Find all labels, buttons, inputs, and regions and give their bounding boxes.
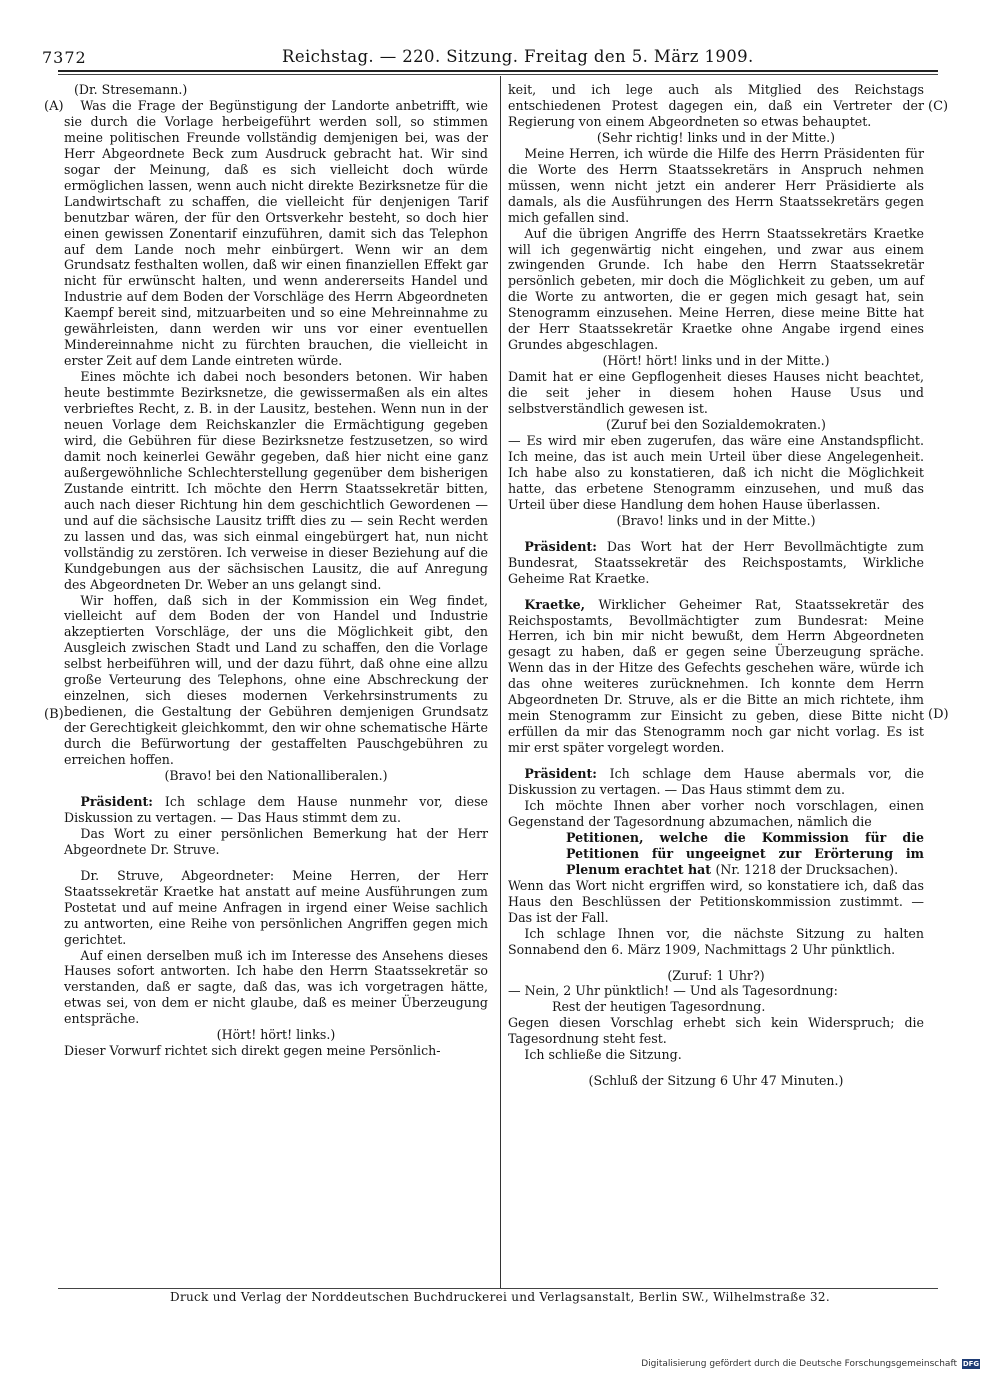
paragraph: [508, 766, 924, 798]
speaker-label: Präsident:: [524, 766, 597, 782]
imprint: Druck und Verlag der Norddeutschen Buchdruckerei und Verlagsanstalt, Berlin SW., Wilhelmstraße 32.: [170, 1290, 830, 1304]
left-column: [64, 82, 488, 1059]
running-head: Reichstag. — 220. Sitzung. Freitag den 5. März 1909.: [282, 47, 754, 66]
paragraph: Ich schließe die Sitzung.: [524, 1047, 682, 1063]
paragraph: [64, 868, 488, 948]
header-rule-thin: [58, 74, 938, 75]
paragraph: Das Wort zu einer persönlichen Bemerkung hat der Herr Abgeordnete Dr. Struve.: [64, 825, 488, 857]
paragraph: keit, und ich lege auch als Mitglied des Reichstags entschiedenen Protest dagegen ein, daß ein Vertreter der Regierung von einem Abgeordneten so etwas behauptet.: [508, 82, 924, 129]
paragraph: Damit hat er eine Gepflogenheit dieses Hauses nicht beachtet, die seit jeher in diesem hohen Hause Usus und selbstverständlich gewesen ist.: [508, 369, 924, 417]
reaction: (Hört! hört! links.): [216, 1027, 336, 1043]
paragraph: Auf einen derselben muß ich im Interesse des Ansehens dieses Hauses sofort antworten. Ich habe den Herrn Staatssekretär so verstanden, daß er sagte, daß das, was ich vorgetragen hätte, etwas sei, von dem er nicht glaube, daß es meiner Überzeugung entspräche.: [64, 947, 488, 1027]
right-column: [508, 82, 924, 1089]
paragraph: Wir hoffen, daß sich in der Kommission ein Weg findet, vielleicht auf dem Boden der von Handel und Industrie akzeptierten Vorschläge, der uns die Möglichkeit gibt, den Ausgleich zwischen Stadt und Land zu schaffen, den die Vorlage selbst herbeiführen will, und der dazu führt, daß ohne eine allzu große Verteurung des Telephons, ohne eine Abschreckung der einzelnen, sich dieses modernen Verkehrsinstruments zu bedienen, die Gestaltung der Gebühren demjenigen Grundsatz der Gerechtigkeit gleichkommt, den wir ohne schematische Härte durch die Befürwortung der gestaffelten Pauschgebühren zu erreichen hoffen.: [64, 592, 488, 768]
header-rule: [58, 70, 938, 72]
paragraph: [508, 597, 924, 757]
margin-mark-a: (A): [44, 99, 64, 114]
speaker-label: Kraetke,: [524, 596, 586, 612]
paragraph: Was die Frage der Begünstigung der Landorte anbetrifft, wie sie durch die Vorlage herbeigeführt werden soll, so stimmen meine politischen Freunde vollständig demjenigen bei, was der Herr Abgeordnete Beck zum Ausdruck gebracht hat. Wir sind sogar der Meinung, daß es sich vielleicht doch würde ermöglichen lassen, wenn auch nicht direkte Bezirksnetze für die Landwirtschaft zu schaffen, die vielleicht für denjenigen Tarif benutzbar wären, der für den Ortsverkehr besteht, so doch hier einen gewissen Zonentarif einzuführen, damit sich das Telephon auf dem Lande noch mehr einbürgert. Wenn wir an dem Grundsatz festhalten wollen, daß wir einen finanziellen Effekt gar nicht für erwünscht halten, und wenn andererseits Handel und Industrie auf dem Boden der Vorschläge des Herrn Abgeordneten Kaempf bereit sind, mitzuarbeiten und so eine Mehreinnahme zu gewährleisten, dann werden wir uns vor einer eventuellen Mindereinnahme nicht zu fürchten brauchen, die vielleicht in erster Zeit auf dem Lande eintreten würde.: [64, 97, 488, 369]
reaction: (Hört! hört! links und in der Mitte.): [602, 353, 830, 369]
paragraph: Meine Herren, ich würde die Hilfe des Herrn Präsidenten für die Worte des Herrn Staatssekretärs in Anspruch nehmen müssen, wenn nicht jetzt ein anderer Herr Präsidierte als damals, als die Ausführungen des Herrn Staatssekretärs gegen mich gefallen sind.: [508, 145, 924, 225]
digitalization-text: Digitalisierung gefördert durch die Deutsche Forschungsgemeinschaft: [641, 1359, 957, 1369]
dfg-logo-icon: DFG: [962, 1360, 980, 1368]
margin-mark-b: (B): [44, 707, 64, 722]
paragraph: [508, 539, 924, 587]
paragraph: — Nein, 2 Uhr pünktlich! — Und als Tagesordnung:: [508, 983, 838, 999]
reaction: (Sehr richtig! links und in der Mitte.): [596, 129, 836, 145]
paragraph-text: Wirklicher Geheimer Rat, Staatssekretär des Reichspostamts, Bevollmächtigter zum Bundesrat: Meine Herren, ich bin mir nicht bewußt, dem Herrn Abgeordneten gesagt zu haben, daß er gegen seine Überzeugung spräche. Wenn das in der Hitze des Gefechts geschehen wäre, würde ich das ohne weiteres zurücknehmen. Ich konnte dem Herrn Abgeordneten Dr. Struve, als er die Bitte an mich richtete, ihm mein Stenogramm zur Einsicht zu geben, diese Bitte nicht erfüllen da mir das Stenogramm noch gar nicht vorlag. Es ist mir erst später vorgelegt worden.: [508, 596, 924, 756]
petition-title: Petitionen, welche die Kommission für die Petitionen für ungeeignet zur Erörterung im Plenum erachtet hat: [566, 829, 924, 877]
reaction: (Zuruf: 1 Uhr?): [667, 967, 765, 983]
reaction: (Bravo! links und in der Mitte.): [616, 512, 816, 528]
session-close: (Schluß der Sitzung 6 Uhr 47 Minuten.): [588, 1073, 844, 1089]
paragraph: Ich schlage Ihnen vor, die nächste Sitzung zu halten Sonnabend den 6. März 1909, Nachmittags 2 Uhr pünktlich.: [508, 925, 924, 957]
margin-mark-c: (C): [928, 99, 949, 114]
digitalization-note: [641, 1359, 980, 1369]
reaction: (Zuruf bei den Sozialdemokraten.): [606, 417, 826, 433]
paragraph: Gegen diesen Vorschlag erhebt sich kein Widerspruch; die Tagesordnung steht fest.: [508, 1015, 924, 1047]
paragraph-text: Abgeordneter: Meine Herren, der Herr Staatssekretär Kraetke hat anstatt auf meine Ausführungen zum Postetat und auf meine Anfragen in irgend einer Weise sachlich zu antworten, eine Reihe von persönlichen Angriffen gegen mich gerichtet.: [64, 867, 488, 947]
petition-ref: (Nr. 1218 der Drucksachen).: [715, 861, 899, 877]
margin-mark-d: (D): [928, 707, 949, 722]
paragraph-text: Das Wort hat der Herr Bevollmächtigte zum Bundesrat, Staatssekretär des Reichspostamts, Wirkliche Geheime Rat Kraetke.: [508, 538, 924, 586]
petition-heading: [508, 830, 924, 878]
paragraph: Wenn das Wort nicht ergriffen wird, so konstatiere ich, daß das Haus den Beschlüssen der Petitionskommission zustimmt. — Das ist der Fall.: [508, 877, 924, 925]
paragraph: Auf die übrigen Angriffe des Herrn Staatssekretärs Kraetke will ich gegenwärtig nicht eingehen, und zwar aus einem zwingenden Grunde. Ich habe den Herrn Staatssekretär persönlich gebeten, mir doch die Möglichkeit zu geben, um auf die Worte zu antworten, die er gegen mich gesagt hat, sein Stenogramm einzusehen. Meine Herren, diese meine Bitte hat der Herr Staatssekretär Kraetke ohne Angabe irgend eines Grundes abgeschlagen.: [508, 225, 924, 353]
paragraph: [64, 794, 488, 826]
paragraph: — Es wird mir eben zugerufen, das wäre eine Anstandspflicht. Ich meine, das ist auch mein Urteil über diese Angelegenheit. Ich habe also zu konstatieren, daß ich nicht die Möglichkeit hatte, das erbetene Stenogramm einzusehen, und muß das Urteil über diese Handlung dem hohen Hause überlassen.: [508, 432, 924, 512]
paragraph: Dieser Vorwurf richtet sich direkt gegen meine Persönlich-: [64, 1043, 441, 1059]
speaker-tag: (Dr. Stresemann.): [74, 82, 188, 97]
reaction: (Bravo! bei den Nationalliberalen.): [164, 767, 388, 783]
agenda-item: Rest der heutigen Tagesordnung.: [552, 999, 766, 1015]
page-number: 7372: [42, 48, 87, 67]
paragraph-text: Ich schlage dem Hause abermals vor, die Diskussion zu vertagen. — Das Haus stimmt dem zu.: [508, 766, 924, 798]
speaker-label: Präsident:: [80, 793, 153, 809]
speaker-label: Präsident:: [524, 538, 597, 554]
column-divider: [500, 76, 501, 1288]
paragraph: Ich möchte Ihnen aber vorher noch vorschlagen, einen Gegenstand der Tagesordnung abzumachen, nämlich die: [508, 797, 924, 829]
footer-rule: [58, 1288, 938, 1289]
paragraph-text: Ich schlage dem Hause nunmehr vor, diese Diskussion zu vertagen. — Das Haus stimmt dem zu.: [64, 793, 488, 825]
paragraph: Eines möchte ich dabei noch besonders betonen. Wir haben heute bestimmte Bezirksnetze, die gewissermaßen als ein altes verbrieftes Recht, z. B. in der Lausitz, bestehen. Wenn nun in der neuen Vorlage dem Reichskanzler die Ermächtigung gegeben wird, die Gebühren für diese Bezirksnetze festzusetzen, so wird damit noch keinerlei Gewähr gegeben, daß hier nicht eine ganz außergewöhnliche Schlechterstellung gegenüber dem bisherigen Zustande eintritt. Ich möchte den Herrn Staatssekretär bitten, auch nach dieser Richtung hin dem geschichtlich Gewordenen — und auf die sächsische Lausitz trifft dies zu — sein Recht werden zu lassen und das, was sich einmal eingebürgert hat, nun nicht vollständig zu zerstören. Ich verweise in dieser Beziehung auf die Kundgebungen aus der sächsischen Lausitz, die auf Anregung des Abgeordneten Dr. Weber an uns gelangt sind.: [64, 369, 488, 592]
speaker-label: Dr. Struve,: [80, 867, 164, 883]
